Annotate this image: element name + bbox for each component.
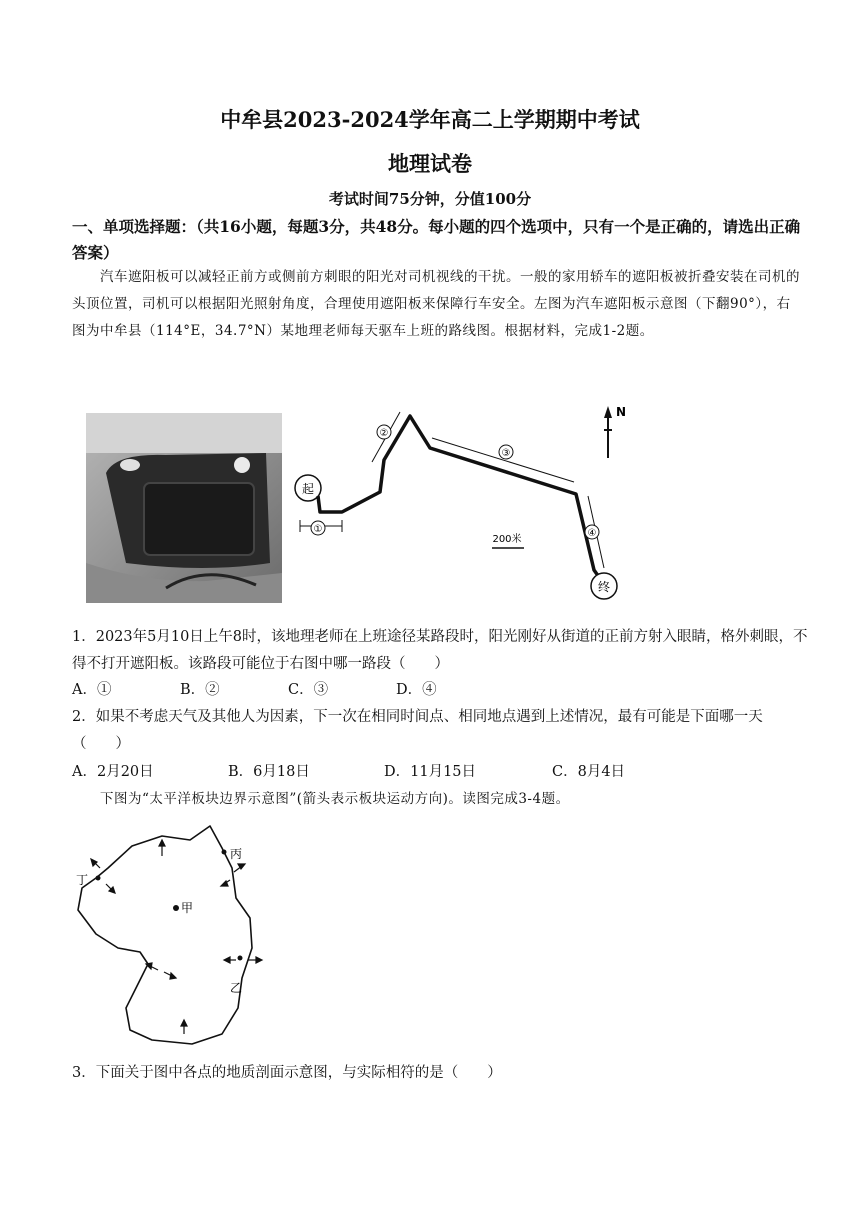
route-map [292, 402, 632, 612]
point-ding: 丁 [76, 873, 89, 887]
question-1-options [72, 678, 812, 702]
point-bing: 丙 [230, 847, 243, 861]
q1-option-d[interactable]: D．④ [396, 682, 437, 698]
scale-label: 200米 [492, 534, 522, 545]
segment-4-label: ④ [587, 528, 597, 539]
route-start-label: 起 [301, 482, 315, 496]
north-label: N [616, 405, 627, 419]
q1-option-a[interactable]: A．① [72, 682, 112, 698]
point-jia: 甲 [181, 901, 194, 915]
material-2: 下图为“太平洋板块边界示意图”(箭头表示板块运动方向)。读图完成3-4题。 [100, 791, 570, 807]
q2-option-c[interactable]: C．8月4日 [552, 764, 626, 780]
q2-option-d[interactable]: D．11月15日 [384, 764, 477, 780]
sun-visor-photo [86, 413, 282, 603]
question-3: 3．下面关于图中各点的地质剖面示意图，与实际相符的是（ ） [72, 1065, 502, 1081]
exam-info: 考试时间75分钟，分值100分 [328, 190, 532, 208]
section-heading: 一、单项选择题：（共16小题，每题3分，共48分。每小题的四个选项中，只有一个是正确的，请选出正确答案） [72, 217, 801, 262]
segment-3-label: ③ [501, 448, 511, 459]
q2-option-b[interactable]: B．6月18日 [228, 764, 310, 780]
material-1: 汽车遮阳板可以减轻正前方或侧前方刺眼的阳光对司机视线的干扰。一般的家用轿车的遮阳板被折叠安装在司机的头顶位置，司机可以根据阳光照射角度，合理使用遮阳板来保障行车安全。左图为汽车遮阳板示意图（下翻90°），右图为中牟县（114°E，34.7°N）某地理老师每天驱车上班的路线图。根据材料，完成1-2题。 [72, 269, 800, 339]
q1-option-c[interactable]: C．③ [288, 682, 329, 698]
exam-title: 中牟县2023-2024学年高二上学期期中考试 [220, 107, 640, 132]
question-2-options [72, 760, 812, 784]
point-yi: 乙 [230, 981, 243, 995]
q2-option-a[interactable]: A．2月20日 [72, 764, 154, 780]
q1-option-b[interactable]: B．② [180, 682, 220, 698]
segment-1-label: ① [313, 524, 323, 535]
question-2: 2．如果不考虑天气及其他人为因素，下一次在相同时间点、相同地点遇到上述情况，最有可能是下面哪一天（ ） [72, 709, 763, 752]
route-end-label: 终 [597, 580, 611, 594]
subject-title: 地理试卷 [388, 151, 472, 176]
segment-2-label: ② [379, 428, 389, 439]
pacific-plate-map [72, 818, 282, 1050]
question-1: 1．2023年5月10日上午8时，该地理老师在上班途径某路段时，阳光刚好从街道的正前方射入眼睛，格外刺眼，不得不打开遮阳板。该路段可能位于右图中哪一路段（ ） [72, 629, 808, 672]
